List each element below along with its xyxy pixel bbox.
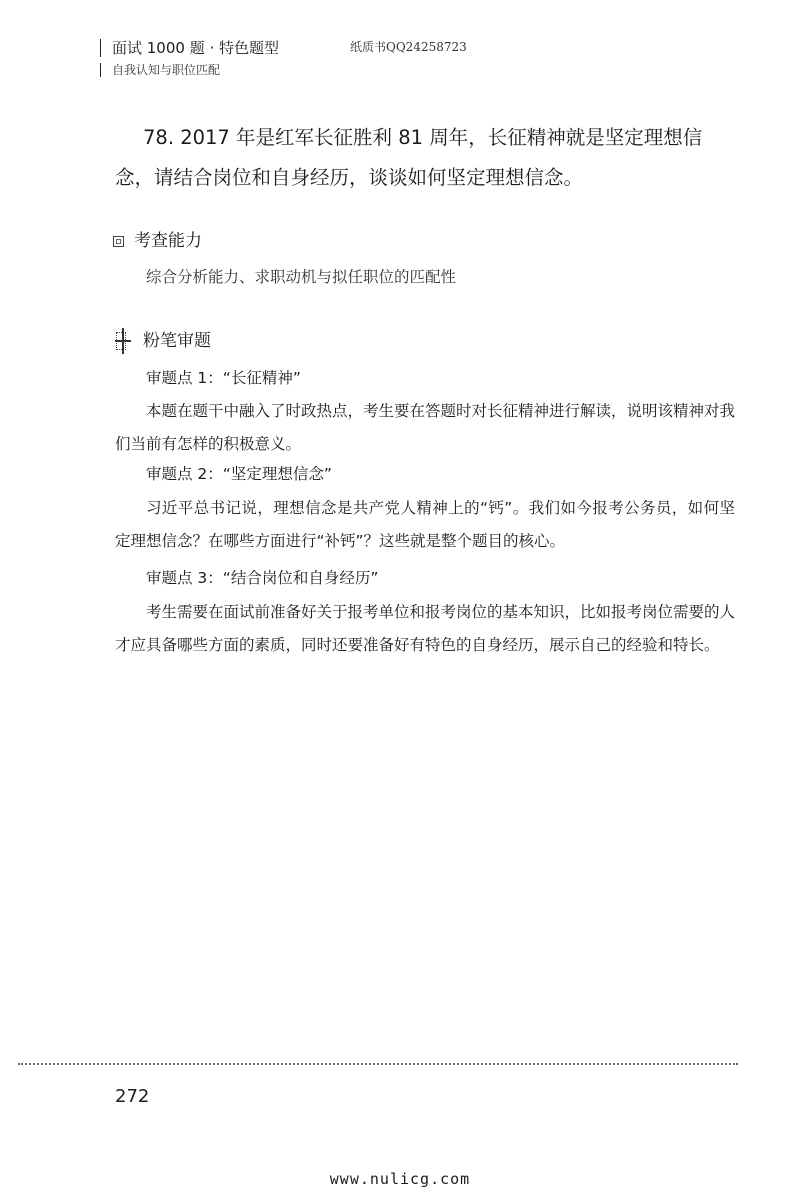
ability-text: 综合分析能力、求职动机与拟任职位的匹配性 [146, 268, 457, 286]
point-3-text: 考生需要在面试前准备好关于报考单位和报考岗位的基本知识，比如报考岗位需要的人才应具备哪些方面的素质，同时还要准备好有特色的自身经历，展示自己的经验和特长。 [115, 603, 736, 654]
header-subtitle-row [100, 60, 279, 80]
pen-icon [113, 328, 133, 354]
header-title-row [100, 36, 279, 60]
question-text: 78. 2017 年是红军长征胜利 81 周年，长征精神就是坚定理想信念，请结合岗位和自身经历，谈谈如何坚定理想信念。 [115, 126, 703, 189]
footer-url: www.nulicg.com [329, 1170, 471, 1188]
footer-divider [18, 1063, 738, 1067]
analysis-section-heading [113, 328, 211, 352]
running-header [100, 36, 279, 80]
ability-heading-text: 考查能力 [134, 231, 202, 251]
point-2-text: 习近平总书记说，理想信念是共产党人精神上的“钙”。我们如今报考公务员，如何坚定理想信念？在哪些方面进行“补钙”？这些就是整个题目的核心。 [115, 499, 735, 550]
analysis-heading-text: 粉笔审题 [143, 331, 211, 351]
point-1-text: 本题在题干中融入了时政热点，考生要在答题时对长征精神进行解读，说明该精神对我们当前有怎样的积极意义。 [115, 402, 736, 453]
header-title: 面试 1000 题 · 特色题型 [112, 39, 280, 57]
page-number: 272 [115, 1086, 150, 1107]
point-3-label: 审题点 3：“结合岗位和自身经历” [146, 569, 379, 587]
header-subtitle: 自我认知与职位匹配 [112, 63, 221, 77]
checkbox-icon [113, 236, 124, 247]
watermark-text: 纸质书QQ24258723 [350, 40, 467, 54]
point-1-label: 审题点 1：“长征精神” [146, 369, 301, 387]
point-2-label: 审题点 2：“坚定理想信念” [146, 465, 332, 483]
header-divider [100, 63, 101, 77]
header-divider [100, 39, 101, 57]
ability-section-heading [113, 229, 202, 253]
